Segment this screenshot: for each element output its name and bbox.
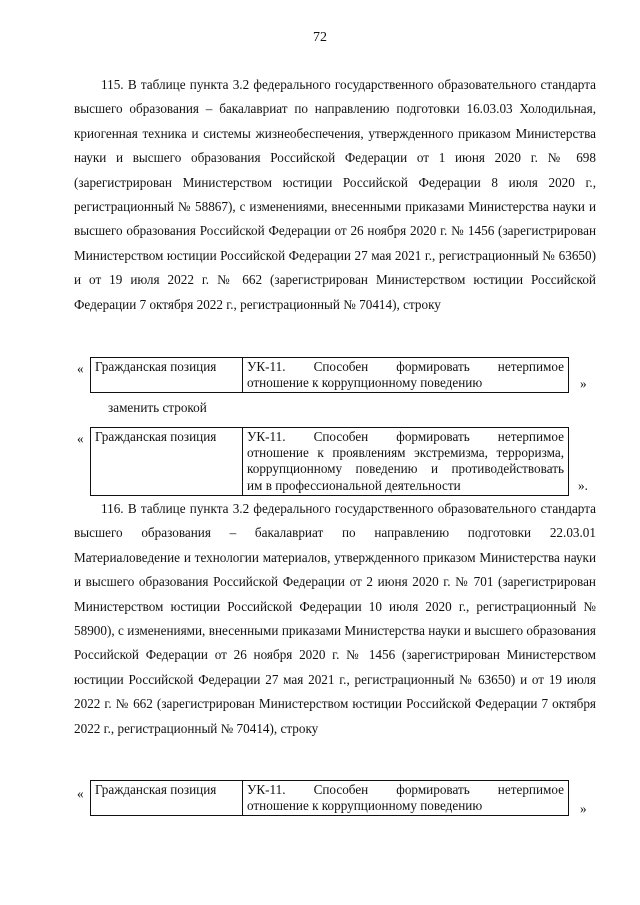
competence-line: им в профессиональной деятельности (247, 477, 461, 493)
close-quote: » (580, 376, 587, 391)
competence-line: отношение к коррупционному поведению (247, 375, 483, 391)
open-quote: « (77, 431, 84, 446)
replace-instruction: заменить строкой (108, 400, 207, 415)
paragraph-item-115: 115. В таблице пункта 3.2 федерального государственного образовательного стандарта высшего образования – бакалавриат по направлению подготовки 16.03.03 Холодильная, криогенная техника и системы жизнеобеспечения, утвержденного приказом Министерства науки и высшего образования Российской Федерации от 1 июня 2020 г. № 698 (зарегистрирован Министерством юстиции Российской Федерации 8 июля 2020 г., регистрационный № 58867), с изменениями, внесенными приказами Министерства науки и высшего образования Российской Федерации от 26 ноября 2020 г. № 1456 (зарегистрирован Министерством юстиции Российской Федерации 27 мая 2021 г., регистрационный № 63650) и от 19 июля 2022 г. № 662 (зарегистрирован Министерством юстиции Российской Федерации 7 октября 2022 г., регистрационный № 70414), строку (74, 77, 596, 312)
row-label: Гражданская позиция (91, 781, 243, 816)
row-competence (243, 781, 569, 816)
competence-line: коррупционному поведению и противодействовать (247, 461, 564, 477)
competence-line: УК-11. Способен формировать нетерпимое (247, 359, 564, 374)
competence-line: УК-11. Способен формировать нетерпимое (247, 782, 564, 797)
row-competence (243, 358, 569, 393)
table-row-old-1 (90, 357, 569, 393)
paragraph-item-116: 116. В таблице пункта 3.2 федерального государственного образовательного стандарта высшего образования – бакалавриат по направлению подготовки 22.03.01 Материаловедение и технологии материалов, утвержденного приказом Министерства науки и высшего образования Российской Федерации от 2 июня 2020 г. № 701 (зарегистрирован Министерством юстиции Российской Федерации 10 июля 2020 г., регистрационный № 58900), с изменениями, внесенными приказами Министерства науки и высшего образования Российской Федерации от 26 ноября 2020 г. № 1456 (зарегистрирован Министерством юстиции Российской Федерации 27 мая 2021 г., регистрационный № 63650) и от 19 июля 2022 г. № 662 (зарегистрирован Министерством юстиции Российской Федерации 7 октября 2022 г., регистрационный № 70414), строку (74, 501, 596, 736)
open-quote: « (77, 361, 84, 376)
close-quote: ». (578, 478, 588, 493)
table-row-new (90, 427, 569, 496)
competence-line: отношение к проявлениям экстремизма, терроризма, (247, 445, 564, 461)
competence-line: отношение к коррупционному поведению (247, 798, 483, 814)
competence-line: УК-11. Способен формировать нетерпимое (247, 429, 564, 444)
close-quote: » (580, 801, 587, 816)
open-quote: « (77, 786, 84, 801)
row-competence (243, 428, 569, 496)
page-number: 72 (313, 30, 327, 45)
row-label: Гражданская позиция (91, 428, 243, 496)
table-row-old-2 (90, 780, 569, 816)
row-label: Гражданская позиция (91, 358, 243, 393)
